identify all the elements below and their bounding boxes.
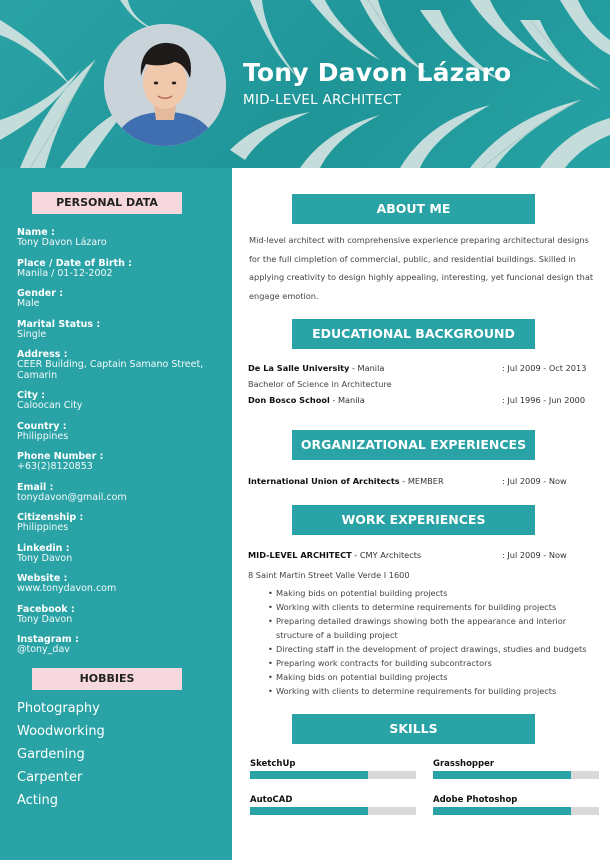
list-item: • Making bids on potential building projects (268, 586, 588, 600)
education-date: : Jul 2009 - Oct 2013 (502, 363, 587, 373)
personal-value: Tony Davon Lázaro (17, 237, 107, 248)
organization-date: : Jul 2009 - Now (502, 476, 567, 486)
work-position: MID-LEVEL ARCHITECT (248, 550, 352, 560)
personal-value: Manila / 01-12-2002 (17, 267, 113, 279)
skill-bar-track (250, 807, 416, 815)
list-item: • Making bids on potential building projects (268, 670, 588, 684)
personal-label: Facebook : (17, 603, 75, 615)
personal-value: +63(2)8120853 (17, 461, 93, 472)
school-place: - Manila (349, 363, 385, 373)
personal-item-instagram (17, 634, 222, 656)
skill-bar-fill (250, 771, 368, 779)
skill-name: Adobe Photoshop (433, 795, 518, 805)
personal-value: Male (17, 298, 40, 309)
school-place: - Manila (329, 395, 365, 405)
personal-value: Philippines (17, 522, 69, 533)
hobbies-list (17, 697, 105, 812)
personal-label: Citizenship : (17, 512, 84, 523)
personal-value: CEER Building, Captain Samano Street, Camarin (17, 359, 204, 381)
school-name: Don Bosco School (248, 395, 330, 405)
personal-label: Email : (17, 481, 54, 493)
work-date: : Jul 2009 - Now (502, 550, 567, 560)
personal-data-heading: PERSONAL DATA (32, 192, 182, 214)
personal-item-marital (17, 319, 222, 341)
personal-label: City : (17, 390, 46, 401)
personal-item-email (17, 482, 222, 504)
list-item: • Directing staff in the development of project drawings, studies and budgets (268, 642, 588, 656)
work-title: WORK EXPERIENCES (292, 505, 535, 535)
education-title: EDUCATIONAL BACKGROUND (292, 319, 535, 349)
personal-label: Linkedin : (17, 542, 70, 554)
personal-value: Caloocan City (17, 400, 83, 411)
school-name: De La Salle University (248, 363, 350, 373)
hobby-item: Gardening (17, 747, 85, 762)
education-row (248, 395, 593, 405)
work-company: - CMY Architects (351, 550, 422, 560)
personal-value[interactable]: Tony Davon (17, 613, 73, 625)
personal-value[interactable]: @tony_dav (17, 644, 70, 655)
skill-bar-track (433, 807, 599, 815)
personal-value[interactable]: tonydavon@gmail.com (17, 491, 127, 503)
personal-label: Country : (17, 420, 67, 432)
personal-label: Website : (17, 573, 68, 584)
skill-name: AutoCAD (250, 795, 293, 805)
skill-grasshopper (433, 759, 599, 779)
personal-item-address (17, 349, 222, 381)
list-item: • Preparing work contracts for building subcontractors (268, 656, 588, 670)
candidate-name: Tony Davon Lázaro (243, 58, 512, 87)
skill-bar-fill (433, 771, 571, 779)
skills-title: SKILLS (292, 714, 535, 744)
personal-value: Single (17, 328, 47, 340)
work-row (248, 550, 593, 560)
skill-name: Grasshopper (433, 759, 495, 769)
personal-label: Marital Status : (17, 318, 101, 330)
organization-title: ORGANIZATIONAL EXPERIENCES (292, 430, 535, 460)
about-title: ABOUT ME (292, 194, 535, 224)
personal-value: Philippines (17, 430, 69, 442)
sidebar (0, 168, 232, 860)
education-row (248, 363, 593, 373)
hobby-item: Carpenter (17, 770, 83, 785)
list-item: • Working with clients to determine requirements for building projects (268, 600, 588, 614)
organization-row (248, 476, 593, 486)
personal-item-country (17, 421, 222, 443)
personal-label: Gender : (17, 288, 64, 299)
personal-item-name (17, 227, 222, 249)
personal-data-list (17, 227, 222, 665)
personal-label: Name : (17, 227, 55, 238)
degree-name: Bachelor of Science in Architecture (248, 379, 392, 389)
skill-photoshop (433, 795, 599, 815)
personal-label: Instagram : (17, 634, 79, 645)
skill-bar-fill (433, 807, 571, 815)
hobby-item: Photography (17, 701, 100, 716)
list-item: • Working with clients to determine requirements for building projects (268, 684, 588, 698)
hobbies-heading: HOBBIES (32, 668, 182, 690)
personal-item-phone (17, 451, 222, 473)
skill-bar-track (433, 771, 599, 779)
education-date: : Jul 1996 - Jun 2000 (502, 395, 586, 405)
skill-bar-track (250, 771, 416, 779)
work-duties-list (268, 586, 588, 698)
about-text: Mid-level architect with comprehensive experience preparing architectural designs for the full cimpletion of commercial, public, and residential buildings. Skilled in applying creativity to design highly appealing, interesting, yet funcional design that engage emotion. (249, 235, 594, 301)
skill-name: SketchUp (250, 759, 296, 769)
organization-name: International Union of Architects (248, 476, 400, 486)
candidate-role: MID-LEVEL ARCHITECT (243, 92, 402, 108)
personal-item-gender (17, 288, 222, 310)
hobby-item: Woodworking (17, 724, 105, 739)
person-portrait-icon (104, 24, 226, 146)
personal-value[interactable]: www.tonydavon.com (17, 583, 117, 594)
work-address: 8 Saint Martin Street Valle Verde I 1600 (248, 570, 410, 580)
skill-sketchup (250, 759, 416, 779)
personal-item-city (17, 390, 222, 412)
skill-bar-fill (250, 807, 368, 815)
profile-photo (104, 24, 226, 146)
personal-label: Phone Number : (17, 451, 104, 462)
personal-label: Place / Date of Birth : (17, 257, 132, 269)
hobby-item: Acting (17, 793, 59, 808)
main-content (232, 168, 610, 860)
personal-value[interactable]: Tony Davon (17, 552, 73, 564)
skill-autocad (250, 795, 416, 815)
personal-item-linkedin (17, 543, 222, 565)
personal-item-website (17, 573, 222, 595)
personal-label: Address : (17, 349, 68, 360)
organization-position: - MEMBER (399, 476, 444, 486)
personal-item-facebook (17, 604, 222, 626)
personal-item-citizenship (17, 512, 222, 534)
list-item: • Preparing detailed drawings showing both the appearance and interior structure of a building project (268, 614, 588, 642)
personal-item-birth (17, 258, 222, 280)
header-banner (0, 0, 610, 168)
